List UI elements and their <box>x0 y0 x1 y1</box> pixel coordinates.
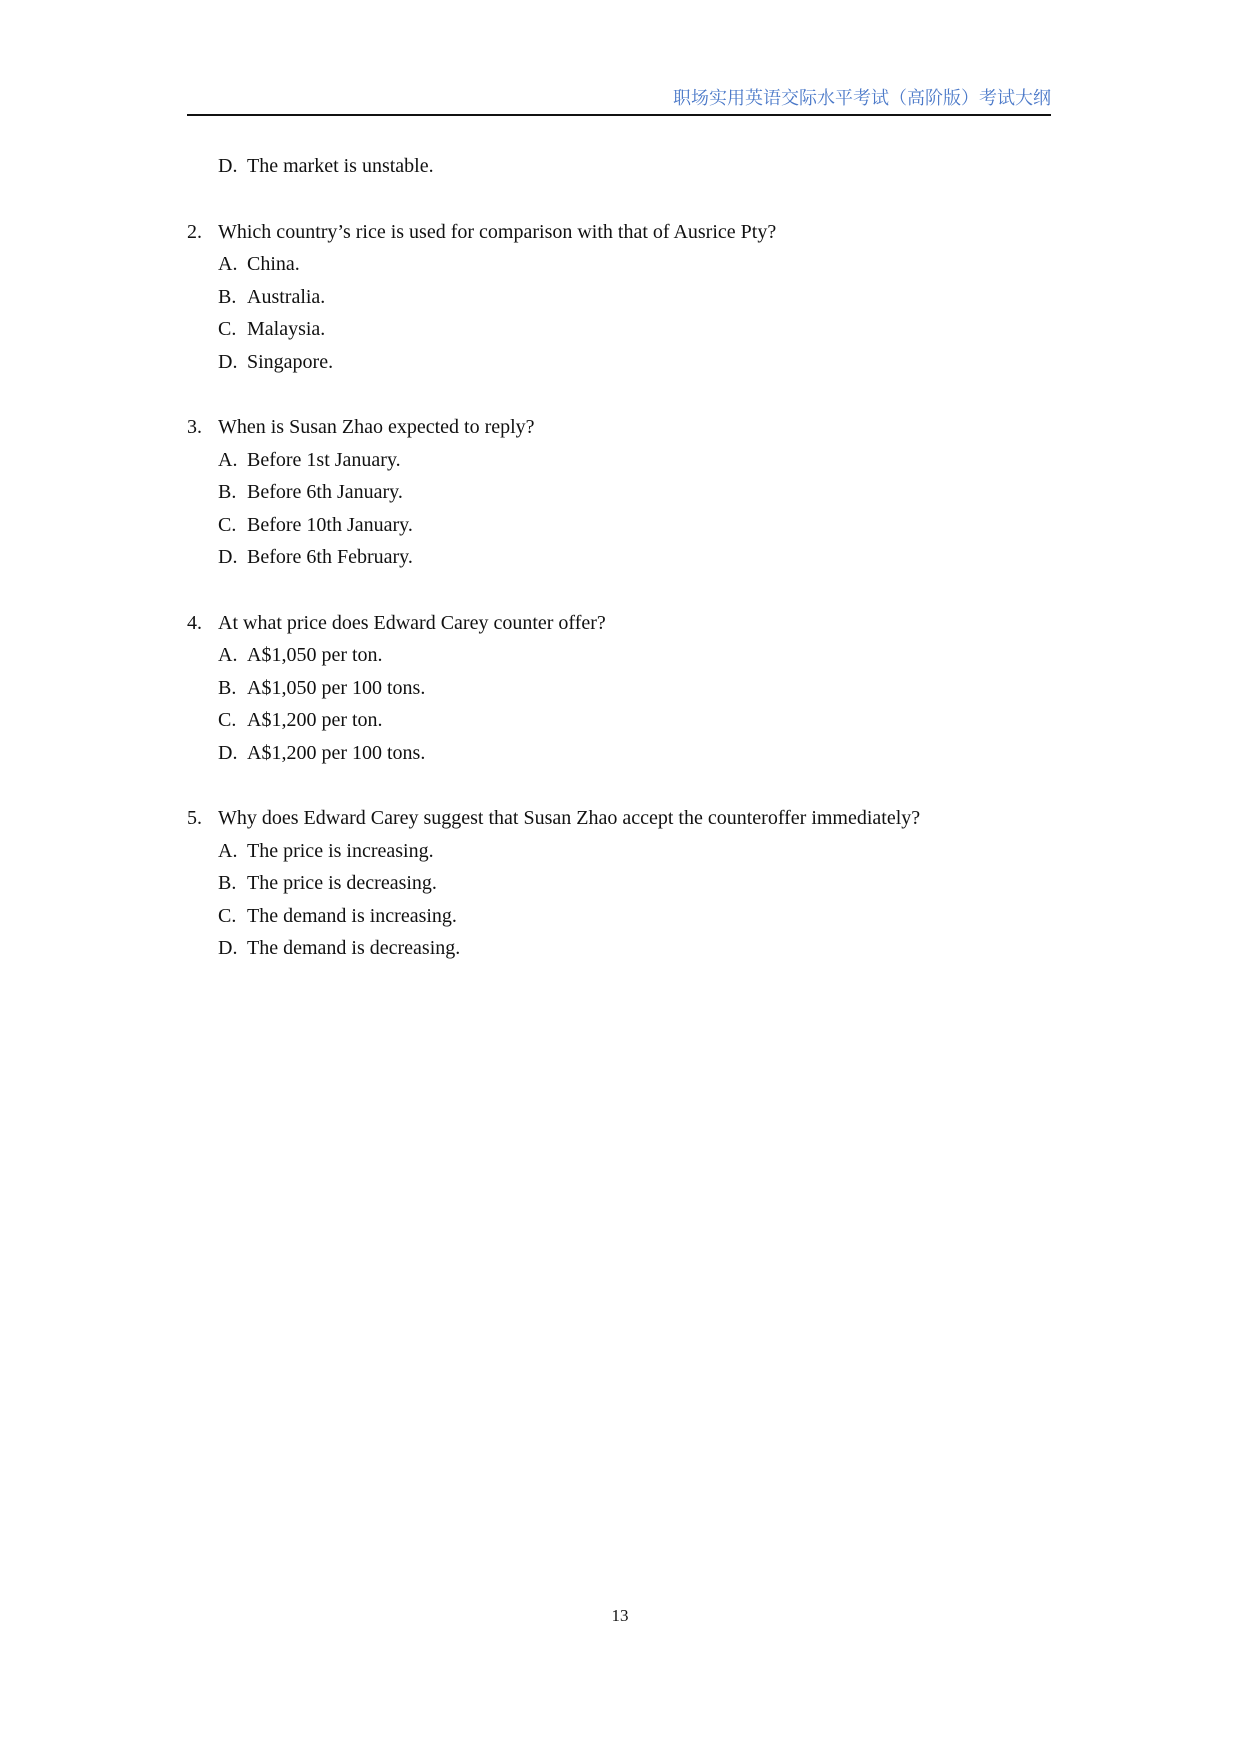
option-label: B. <box>218 285 237 308</box>
question-text: At what price does Edward Carey counter offer? <box>218 611 606 634</box>
option-label: D. <box>218 155 238 177</box>
answer-option <box>187 541 1067 574</box>
option-text: The price is increasing. <box>247 839 434 862</box>
option-label: D. <box>218 350 238 373</box>
option-label: D. <box>218 741 238 764</box>
option-text: Malaysia. <box>247 318 326 340</box>
question-stem <box>187 802 1067 835</box>
option-label: D. <box>218 546 238 568</box>
answer-option <box>187 509 1067 542</box>
option-label: A. <box>218 644 238 666</box>
answer-option <box>187 672 1067 705</box>
running-header: 职场实用英语交际水平考试（高阶版）考试大纲 <box>673 88 1051 108</box>
option-text: Singapore. <box>247 350 334 373</box>
option-text: The price is decreasing. <box>247 872 437 894</box>
option-label: A. <box>218 448 238 471</box>
question-stem <box>187 411 1067 444</box>
option-carryover-d <box>187 150 1067 183</box>
answer-option <box>187 737 1067 770</box>
option-label: C. <box>218 318 237 340</box>
question <box>187 802 1067 965</box>
option-label: C. <box>218 513 237 536</box>
answer-option <box>187 835 1067 868</box>
option-label: B. <box>218 676 237 699</box>
option-text: Before 6th January. <box>247 481 403 503</box>
answer-option <box>187 900 1067 933</box>
option-text: Before 10th January. <box>247 513 413 536</box>
question <box>187 411 1067 574</box>
question-text: Which country’s rice is used for comparison with that of Ausrice Pty? <box>218 220 777 243</box>
option-text: A$1,050 per 100 tons. <box>247 676 426 699</box>
question <box>187 607 1067 770</box>
option-label: B. <box>218 872 237 894</box>
answer-option <box>187 932 1067 965</box>
page-number: 13 <box>611 1606 629 1625</box>
question-stem <box>187 216 1067 249</box>
option-text: The demand is increasing. <box>247 904 457 927</box>
question-text: When is Susan Zhao expected to reply? <box>218 416 535 438</box>
answer-option <box>187 704 1067 737</box>
answer-option <box>187 248 1067 281</box>
option-text: Australia. <box>247 285 326 308</box>
answer-option <box>187 444 1067 477</box>
option-label: A. <box>218 839 238 862</box>
option-text: Before 1st January. <box>247 448 401 471</box>
option-text: Before 6th February. <box>247 546 413 568</box>
question-stem <box>187 607 1067 640</box>
option-text: China. <box>247 253 300 275</box>
question-number: 5. <box>187 807 202 829</box>
header-rule <box>187 114 1051 116</box>
question-number: 2. <box>187 220 202 243</box>
question-text: Why does Edward Carey suggest that Susan Zhao accept the counteroffer immediately? <box>218 807 921 829</box>
option-text: A$1,200 per ton. <box>247 709 383 731</box>
option-label: C. <box>218 709 237 731</box>
option-text: A$1,050 per ton. <box>247 644 383 666</box>
answer-option <box>187 281 1067 314</box>
option-text: A$1,200 per 100 tons. <box>247 741 426 764</box>
option-label: A. <box>218 253 238 275</box>
answer-option <box>187 867 1067 900</box>
answer-option <box>187 476 1067 509</box>
option-label: C. <box>218 904 237 927</box>
answer-option <box>187 639 1067 672</box>
question-number: 3. <box>187 416 202 438</box>
option-text: The demand is decreasing. <box>247 937 461 959</box>
answer-option <box>187 346 1067 379</box>
option-label: B. <box>218 481 237 503</box>
answer-option <box>187 313 1067 346</box>
option-label: D. <box>218 937 238 959</box>
question <box>187 216 1067 379</box>
option-text: The market is unstable. <box>247 155 434 177</box>
question-list <box>187 150 1067 965</box>
question-number: 4. <box>187 611 202 634</box>
